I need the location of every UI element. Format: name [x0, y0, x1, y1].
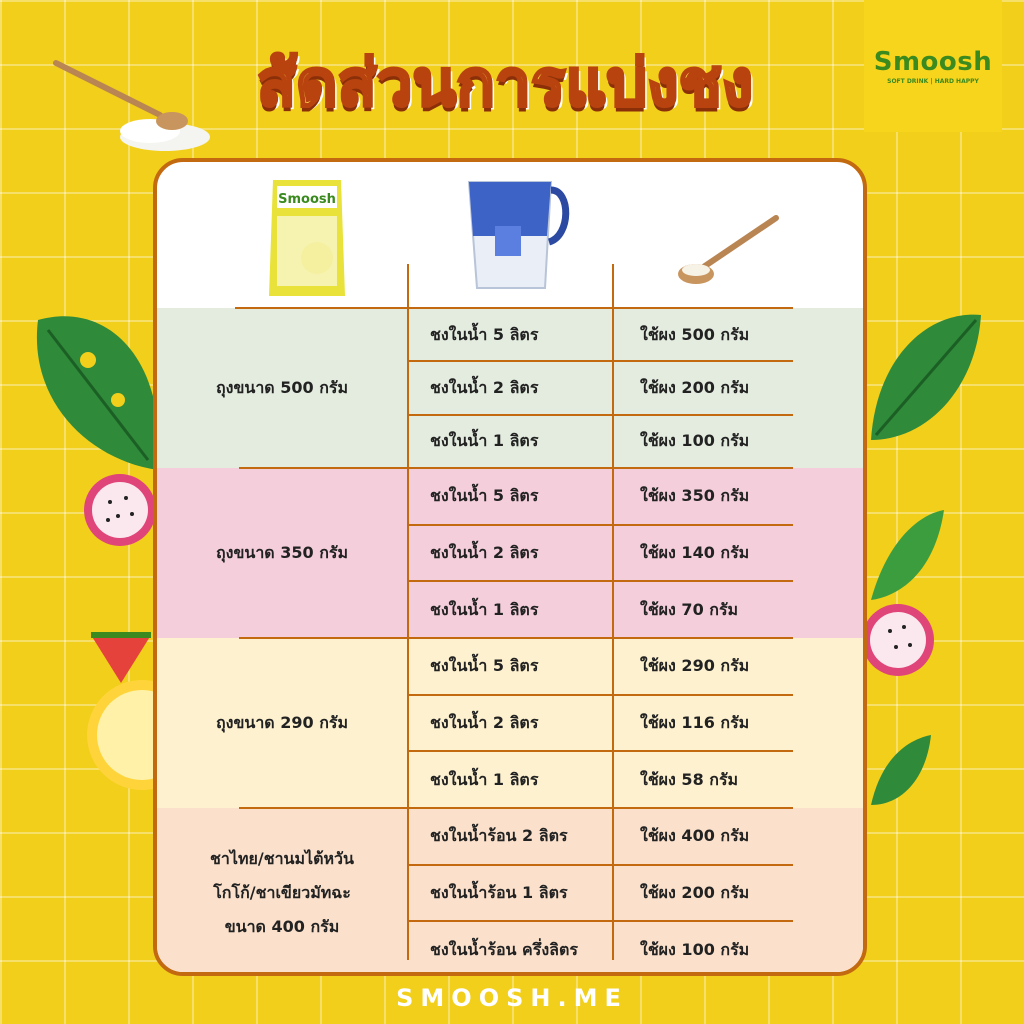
powder-amount-cell: ใช้ผง 200 กรัม	[640, 883, 750, 902]
water-amount-cell: ชงในน้ำร้อน ครึ่งลิตร	[430, 939, 578, 959]
powder-bag-icon	[267, 176, 347, 300]
lemon-slice-icon	[82, 680, 162, 790]
row-divider	[407, 360, 793, 362]
watermelon-icon	[86, 625, 156, 685]
svg-text:Smoosh: Smoosh	[278, 192, 336, 207]
water-amount-cell: ชงในน้ำ 2 ลิตร	[430, 713, 539, 732]
water-amount-cell: ชงในน้ำ 1 ลิตร	[430, 769, 539, 789]
group-label-line: ถุงขนาด 350 กรัม	[215, 543, 349, 562]
page-title: สัดส่วนการแบ่งชง	[256, 47, 754, 121]
group-label-line: ถุงขนาด 290 กรัม	[215, 713, 349, 732]
column-divider	[612, 264, 614, 960]
palm-leaf-right-icon	[866, 505, 946, 605]
spoon-icon	[672, 212, 782, 292]
powder-amount-cell: ใช้ผง 140 กรัม	[640, 543, 750, 562]
group-divider	[239, 637, 793, 639]
footer-website: SMOOSH.ME	[396, 984, 628, 1012]
water-amount-cell: ชงในน้ำร้อน 2 ลิตร	[430, 826, 568, 846]
dragonfruit-left-icon	[80, 470, 160, 550]
powder-amount-cell: ใช้ผง 500 กรัม	[640, 324, 750, 344]
brand-tagline: SOFT DRINK | HARD HAPPY	[887, 78, 979, 85]
powder-amount-cell: ใช้ผง 290 กรัม	[640, 656, 750, 676]
water-pitcher-icon	[455, 176, 571, 294]
powder-amount-cell: ใช้ผง 70 กรัม	[640, 599, 739, 619]
powder-amount-cell: ใช้ผง 350 กรัม	[640, 486, 750, 506]
powder-amount-cell: ใช้ผง 100 กรัม	[640, 939, 750, 959]
powder-amount-cell: ใช้ผง 116 กรัม	[640, 713, 750, 732]
water-amount-cell: ชงในน้ำ 5 ลิตร	[430, 324, 539, 344]
group-label	[157, 371, 407, 405]
row-divider	[407, 580, 793, 582]
water-amount-cell: ชงในน้ำ 5 ลิตร	[430, 486, 539, 506]
group-label-line: ขนาด 400 กรัม	[224, 917, 340, 936]
monstera-leaf-right-icon	[866, 300, 986, 450]
spoon-powder-icon	[50, 55, 210, 155]
water-amount-cell: ชงในน้ำ 2 ลิตร	[430, 543, 539, 562]
dragonfruit-right-icon	[866, 595, 936, 685]
row-divider	[407, 750, 793, 752]
group-divider	[239, 807, 793, 809]
row-divider	[407, 694, 793, 696]
group-label	[157, 842, 407, 944]
water-amount-cell: ชงในน้ำ 5 ลิตร	[430, 656, 539, 676]
group-label-line: ชาไทย/ชานมไต้หวัน	[210, 849, 354, 868]
powder-amount-cell: ใช้ผง 200 กรัม	[640, 378, 750, 397]
leaf-bottom-right-icon	[866, 730, 936, 810]
column-divider	[407, 264, 409, 960]
powder-amount-cell: ใช้ผง 100 กรัม	[640, 431, 750, 451]
row-divider	[407, 524, 793, 526]
brand-logo	[864, 0, 1002, 132]
row-divider	[407, 920, 793, 922]
powder-amount-cell: ใช้ผง 58 กรัม	[640, 769, 739, 789]
water-amount-cell: ชงในน้ำ 2 ลิตร	[430, 378, 539, 397]
group-divider	[235, 307, 793, 309]
monstera-leaf-left-icon	[28, 300, 168, 480]
group-label	[157, 536, 407, 570]
ratio-table-card	[153, 158, 867, 976]
group-label-line: โกโก้/ชาเขียวมัทฉะ	[213, 883, 351, 902]
group-label-line: ถุงขนาด 500 กรัม	[215, 378, 349, 397]
row-divider	[407, 864, 793, 866]
row-divider	[407, 414, 793, 416]
brand-name: Smoosh	[873, 47, 993, 77]
water-amount-cell: ชงในน้ำ 1 ลิตร	[430, 599, 539, 619]
group-divider	[239, 467, 793, 469]
powder-amount-cell: ใช้ผง 400 กรัม	[640, 826, 750, 846]
water-amount-cell: ชงในน้ำ 1 ลิตร	[430, 431, 539, 451]
group-label	[157, 706, 407, 740]
water-amount-cell: ชงในน้ำร้อน 1 ลิตร	[430, 883, 568, 902]
